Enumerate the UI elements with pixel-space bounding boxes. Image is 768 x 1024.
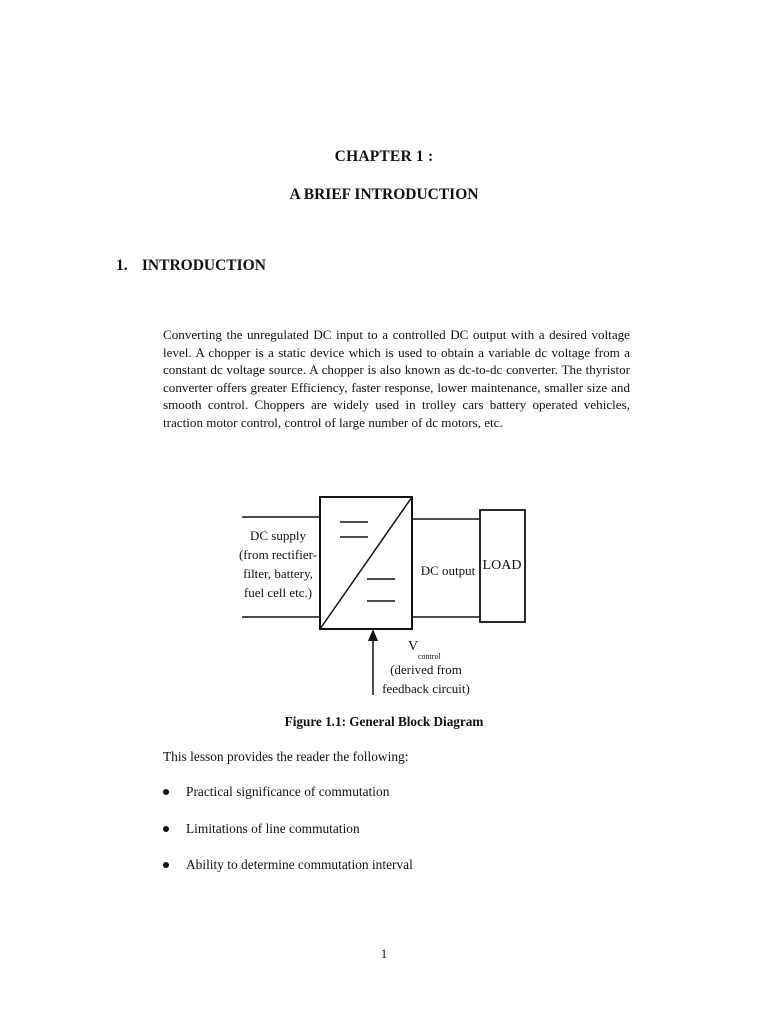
bullet-icon bbox=[163, 862, 169, 868]
control-arrow-head bbox=[368, 629, 378, 641]
lesson-intro: This lesson provides the reader the following: bbox=[163, 749, 409, 764]
converter-diagonal bbox=[320, 497, 412, 629]
bullet-text: Limitations of line commutation bbox=[186, 820, 360, 836]
list-item bbox=[163, 820, 413, 857]
dc-supply-label: DC supply bbox=[250, 528, 306, 543]
bullet-text: Practical significance of commutation bbox=[186, 784, 390, 799]
load-label: LOAD bbox=[482, 558, 522, 573]
figure-caption: Figure 1.1: General Block Diagram bbox=[284, 714, 484, 729]
bullet-icon bbox=[163, 789, 169, 795]
control-note: (derived from bbox=[390, 662, 462, 677]
chapter-heading: CHAPTER 1 : bbox=[334, 148, 434, 165]
intro-paragraph: Converting the unregulated DC input to a controlled DC output with a desired voltage level. A chopper is a static device which is used to obtain a variable dc voltage from a constant dc voltage source. A chopper is also known as dc-to-dc converter. The thyristor converter offers greater Efficiency, faster response, lower maintenance, smaller size and smooth control. Choppers are widely used in trolley cars battery operated vehicles, traction motor control, control of large number of dc motors, etc. bbox=[163, 327, 630, 430]
dc-output-label: DC output bbox=[420, 563, 476, 578]
dc-supply-label: fuel cell etc.) bbox=[243, 585, 313, 600]
block-diagram bbox=[230, 485, 540, 705]
control-note: feedback circuit) bbox=[382, 681, 470, 696]
section-heading bbox=[116, 257, 266, 275]
v-control-subscript: control bbox=[418, 652, 441, 661]
section-title: INTRODUCTION bbox=[141, 257, 266, 274]
page-number: 1 bbox=[380, 946, 388, 961]
dc-supply-label: filter, battery, bbox=[243, 566, 313, 581]
bullet-icon bbox=[163, 826, 169, 832]
bullet-text: Ability to determine commutation interval bbox=[186, 857, 413, 872]
v-control-symbol: V bbox=[408, 639, 419, 654]
section-number: 1. bbox=[116, 257, 128, 274]
chapter-title: A BRIEF INTRODUCTION bbox=[289, 186, 479, 203]
list-item bbox=[163, 856, 413, 893]
dc-supply-label: (from rectifier- bbox=[238, 547, 318, 562]
list-item bbox=[163, 783, 413, 820]
lesson-bullet-list bbox=[163, 783, 413, 893]
